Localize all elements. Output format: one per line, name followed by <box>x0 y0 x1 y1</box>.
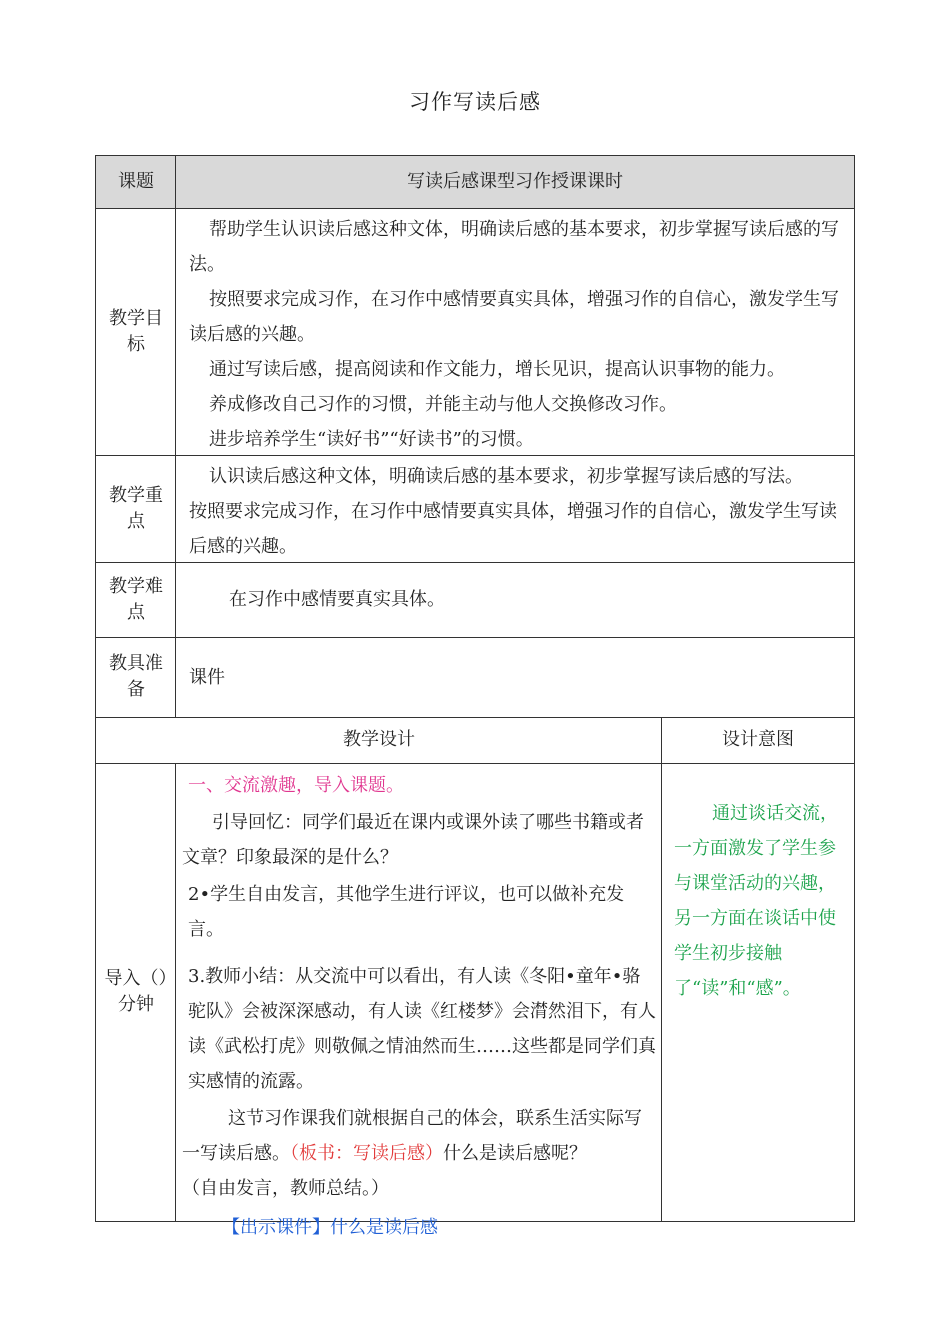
header-value-cell <box>176 156 854 208</box>
tools-label: 教具准备 <box>109 653 163 700</box>
courseware-link: 【出示课件】什么是读后感 <box>222 1217 438 1238</box>
design-header-cell <box>96 717 662 763</box>
intro-text: 什么是读后感呢？ <box>443 1143 587 1164</box>
intro-intent-cell: 通过谈话交流，一方面激发了学生参与课堂活动的兴趣，另一方面在谈话中使学生初步接触了“读”和“感”。 <box>674 803 838 999</box>
objective-item: 进步培养学生“读好书”“好读书”的习惯。 <box>209 429 534 450</box>
intro-paragraph: （自由发言，教师总结。） <box>182 1178 389 1199</box>
tools-label-cell <box>96 637 176 717</box>
key-point-item: 认识读后感这种文体，明确读后感的基本要求，初步掌握写读后感的写法。 <box>209 466 803 487</box>
design-header: 教学设计 <box>343 729 415 750</box>
table-rule <box>175 156 176 717</box>
objectives-cell <box>189 212 849 452</box>
key-point-item: 按照要求完成习作，在习作中感情要真实具体，增强习作的自信心，激发学生写读后感的兴趣。 <box>189 501 837 557</box>
key-points-label-cell <box>96 455 176 562</box>
intent-header-cell <box>662 717 854 763</box>
difficulty-label-cell <box>96 562 176 637</box>
difficulty-text: 在习作中感情要真实具体。 <box>229 589 445 610</box>
section-heading: 一、交流激趣，导入课题。 <box>188 775 404 796</box>
objective-item: 帮助学生认识读后感这种文体，明确读后感的基本要求，初步掌握写读后感的写法。 <box>189 219 839 275</box>
intro-paragraph: 3.教师小结：从交流中可以看出，有人读《冬阳•童年•骆驼队》会被深深感动，有人读《红楼梦》会潸然泪下，有人读《武松打虎》则敬佩之情油然而生……这些都是同学们真实感情的流露。 <box>188 966 656 1092</box>
key-points-cell <box>189 459 849 559</box>
objectives-label: 教学目标 <box>109 307 163 355</box>
table-rule <box>96 763 854 764</box>
intro-label-cell <box>96 763 176 1221</box>
table-rule <box>96 208 854 209</box>
objective-item: 按照要求完成习作，在习作中感情要真实具体，增强习作的自信心，激发学生写读后感的兴趣。 <box>189 289 839 345</box>
header-label-cell <box>96 156 176 208</box>
intro-paragraph: 2•学生自由发言，其他学生进行评议，也可以做补充发言。 <box>188 884 625 940</box>
table-rule <box>175 763 176 1221</box>
objective-item: 养成修改自己习作的习惯，并能主动与他人交换修改习作。 <box>209 394 677 415</box>
difficulty-cell <box>229 562 829 637</box>
key-points-label: 教学重点 <box>109 484 163 532</box>
table-rule <box>661 717 662 1221</box>
intro-text: 这节习作课我们就根据自己的体会，联系生活实际写一写读后感。 <box>182 1108 642 1164</box>
tools-text: 课件 <box>189 666 225 688</box>
table-rule <box>96 717 854 718</box>
lesson-plan-table <box>95 155 855 1238</box>
header-value: 写读后感课型习作授课课时 <box>407 171 623 192</box>
intent-header: 设计意图 <box>722 729 794 750</box>
board-writing: （板书：写读后感） <box>290 1143 443 1164</box>
table-rule <box>96 455 854 456</box>
intro-paragraph <box>182 1101 658 1171</box>
objectives-label-cell <box>96 208 176 455</box>
intro-paragraph: 引导回忆：同学们最近在课内或课外读了哪些书籍或者文章？印象最深的是什么？ <box>182 812 644 868</box>
table-rule <box>96 562 854 563</box>
header-label: 课题 <box>118 171 154 192</box>
objective-item: 通过写读后感，提高阅读和作文能力，增长见识，提高认识事物的能力。 <box>209 359 785 380</box>
table-rule <box>96 637 854 638</box>
page-title: 习作写读后感 <box>409 90 541 114</box>
intro-label: 导入（）分钟 <box>104 968 168 1015</box>
difficulty-label: 教学难点 <box>109 575 163 623</box>
intro-content-cell <box>182 768 658 1238</box>
tools-cell <box>189 637 789 717</box>
